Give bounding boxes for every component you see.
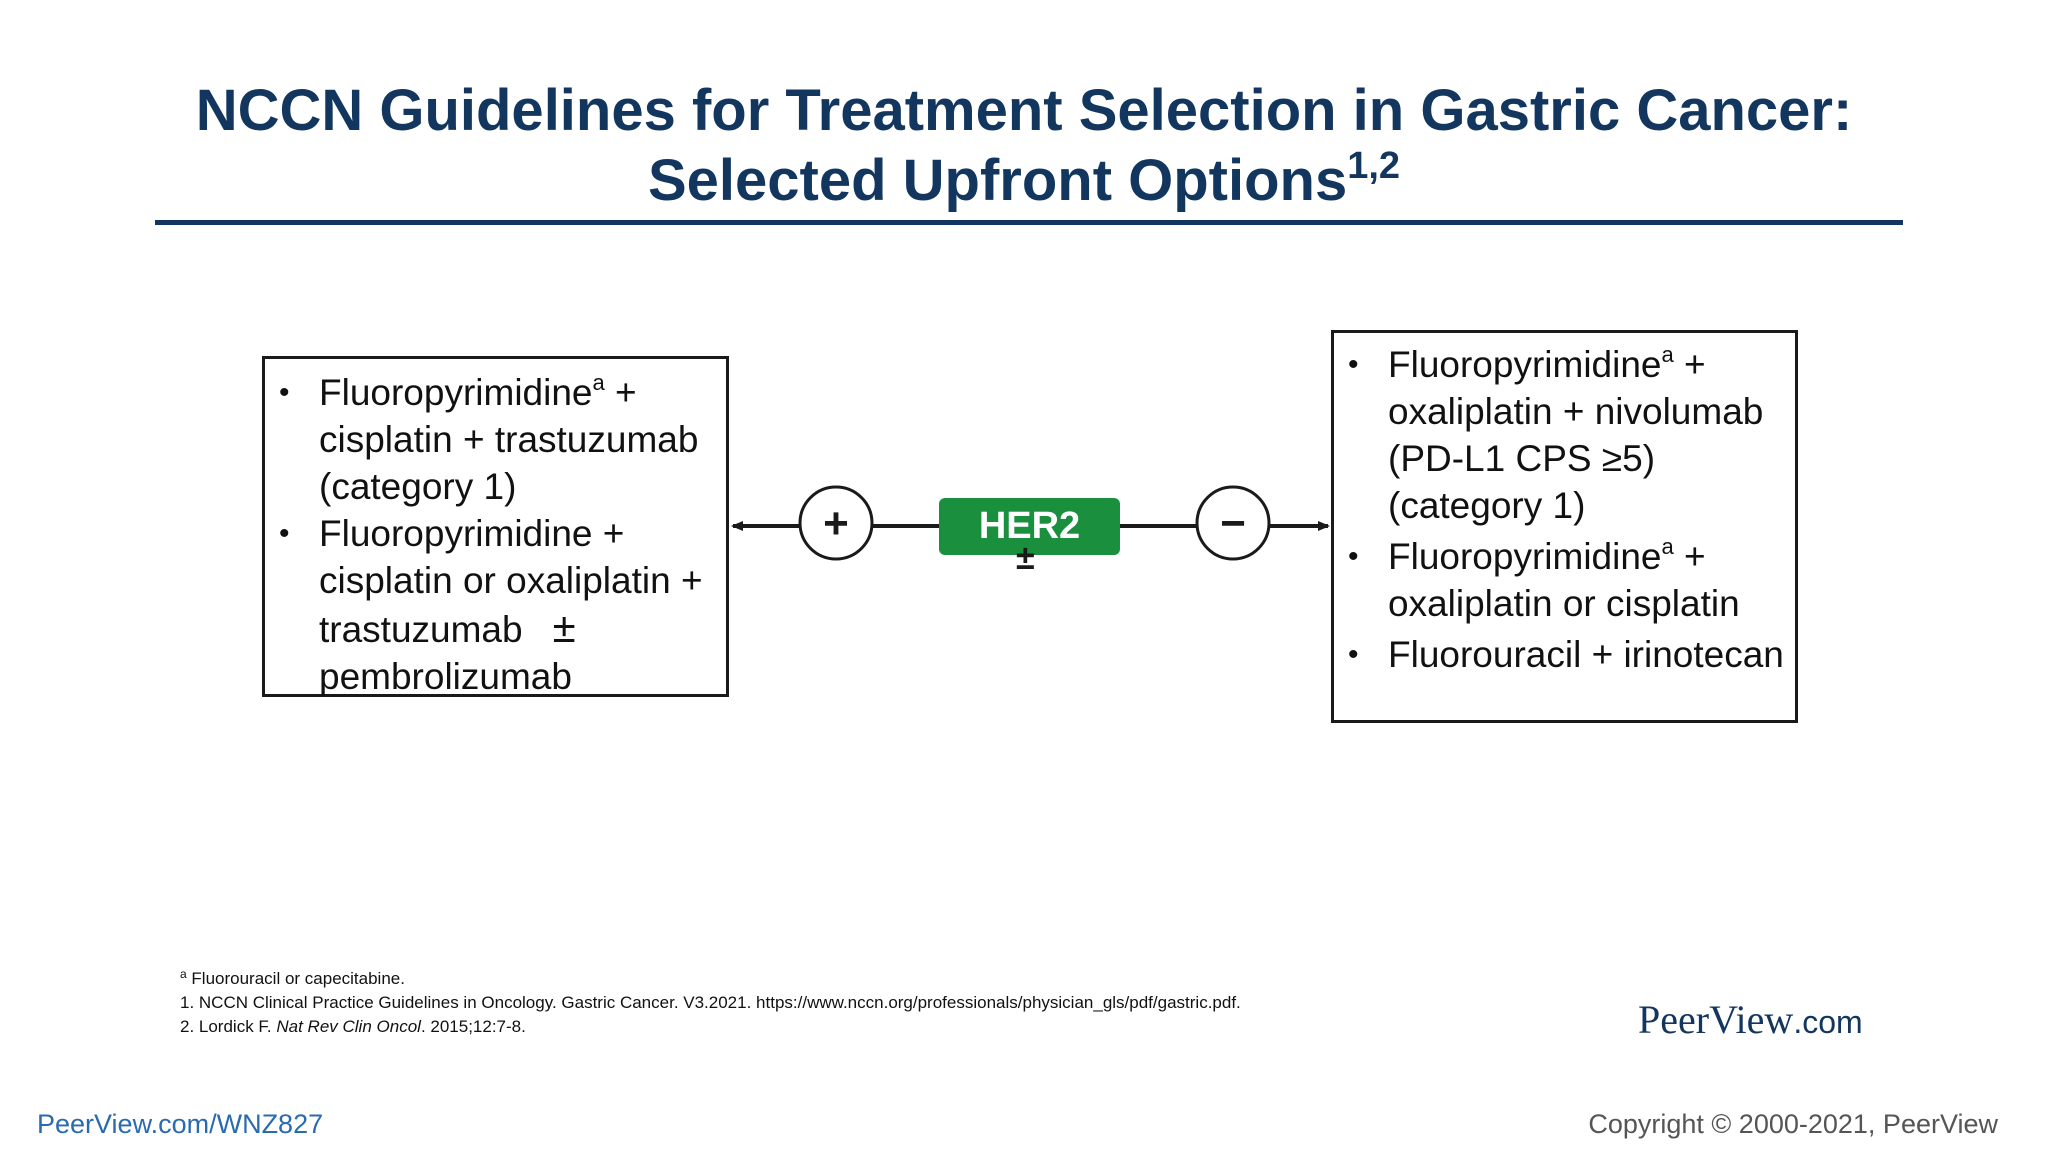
footnote-a-sup: a [1661,342,1674,367]
reference-2-journal: Nat Rev Clin Oncol [276,1017,421,1036]
title-reference-sup: 1,2 [1347,145,1401,187]
her2-negative-list [1334,333,1795,678]
footnote-a-marker: a [180,967,187,981]
list-item [279,369,718,510]
footnote-a [180,967,1241,991]
item-text-cont: + cisplatin + trastuzumab (category 1) [319,372,699,507]
list-item [1348,341,1789,529]
reference-2-citation: . 2015;12:7-8. [420,1017,526,1036]
reference-2-author: 2. Lordick F. [180,1017,277,1036]
list-item [279,510,718,700]
title-line-2-text: Selected Upfront Options [647,148,1348,213]
footnote-a-text: Fluorouracil or capecitabine. [186,969,405,988]
logo-suffix: .com [1793,1004,1863,1040]
her2-plus-minus: ± [1016,539,1035,577]
bullet-icon: • [279,517,290,550]
copyright-notice: Copyright © 2000-2021, PeerView [1588,1109,1998,1139]
her2-negative-options-box [1331,330,1798,723]
bullet-icon: • [1348,638,1359,671]
reference-1: 1. NCCN Clinical Practice Guidelines in Oncology. Gastric Cancer. V3.2021. https://www.nccn.org/professionals/physician_gls/pdf/gastric.pdf. [180,993,1241,1012]
positive-symbol: + [823,499,849,548]
item-text: Fluoropyrimidine [319,372,593,413]
peerview-logo [1638,996,1863,1046]
item-text-cont: + oxaliplatin + nivolumab (PD-L1 CPS ≥5) (category 1) [1388,344,1764,526]
item-text: Fluorouracil + irinotecan [1388,634,1784,675]
bullet-icon: • [1348,348,1359,381]
bullet-icon: • [279,376,290,409]
footnote-a-sup: a [1661,534,1674,559]
list-item [1348,533,1789,627]
item-text: Fluoropyrimidine + cisplatin or oxaliplatin + trastuzumab [319,513,703,650]
list-item [1348,631,1789,678]
footnotes [180,967,1241,1039]
her2-positive-list [265,359,726,700]
footnote-a-sup: a [592,370,605,395]
item-text-cont: pembrolizumab [319,656,572,697]
reference-2 [180,1015,1241,1039]
item-text: Fluoropyrimidine [1388,536,1662,577]
negative-symbol: − [1220,499,1246,548]
item-text-cont: + oxaliplatin or cisplatin [1388,536,1740,624]
her2-positive-options-box [262,356,729,697]
bullet-icon: • [1348,540,1359,573]
plus-minus-symbol: ± [552,604,576,651]
activity-url-link[interactable]: PeerView.com/WNZ827 [37,1109,324,1139]
item-text: Fluoropyrimidine [1388,344,1662,385]
logo-main: PeerView [1638,997,1794,1042]
her2-node: HER2 [939,498,1120,555]
title-line-1: NCCN Guidelines for Treatment Selection in Gastric Cancer: [195,78,1853,143]
